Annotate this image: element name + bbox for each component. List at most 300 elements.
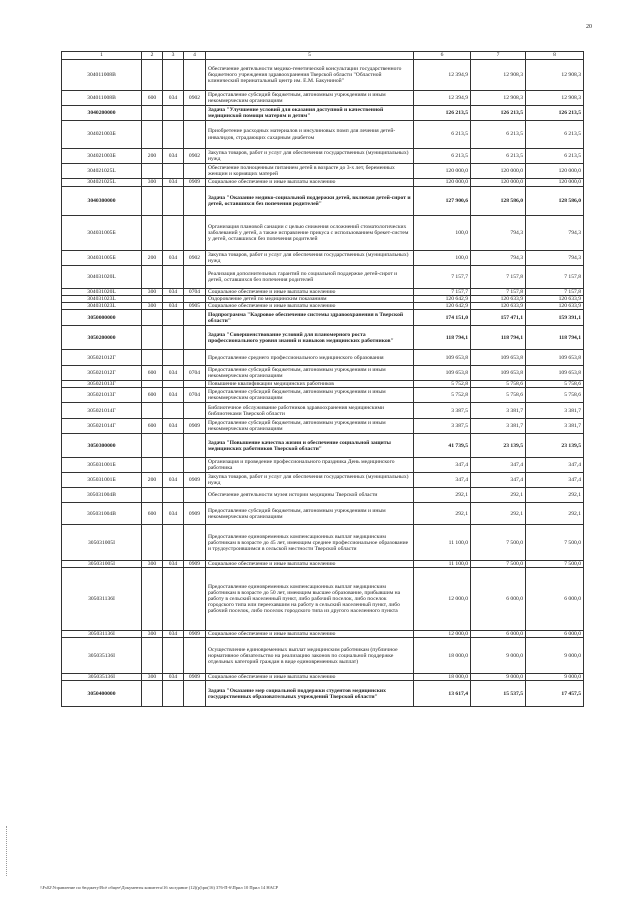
code-cell: 305031005I xyxy=(62,561,142,568)
rz-cell xyxy=(142,403,163,419)
value-cell: 6 000,0 xyxy=(471,631,526,638)
value-cell: 120 000,0 xyxy=(471,164,526,179)
column-header: 4 xyxy=(184,52,206,60)
code-cell: 304011008В xyxy=(62,60,142,91)
rz-cell: 600 xyxy=(142,388,163,403)
name-cell: Обеспечение деятельности медико-генетической консультации государственного бюджетного учреждения здравоохранения Тверской области "Областной клинический перинатальный центр им. Е.М. Бакуниной" xyxy=(206,60,414,91)
value-cell: 794,3 xyxy=(526,216,584,251)
code-cell: 304011008В xyxy=(62,91,142,106)
name-cell: Социальное обеспечение и иные выплаты населению xyxy=(206,303,414,310)
table-row xyxy=(62,381,584,388)
rz-cell: 200 xyxy=(142,251,163,266)
code-cell: 305031004В xyxy=(62,503,142,525)
vr-cell xyxy=(184,568,206,631)
value-cell: 118 794,1 xyxy=(414,326,471,350)
value-cell: 109 653,8 xyxy=(471,350,526,366)
table-row xyxy=(62,326,584,350)
vr-cell: 0909 xyxy=(184,179,206,187)
table-row xyxy=(62,251,584,266)
name-cell: Повышение квалификации медицинских работников xyxy=(206,381,414,388)
value-cell: 41 739,5 xyxy=(414,434,471,458)
code-cell: 305035136I xyxy=(62,638,142,674)
value-cell: 174 151,0 xyxy=(414,310,471,326)
name-cell: Организация плановой санации с целью снижения осложнений стоматологических заболеваний у детей, а также исправление прикуса с использованием брекет-систем у детей, оставшихся без попечения родителей xyxy=(206,216,414,251)
pr-cell: 034 xyxy=(163,179,184,187)
value-cell: 120 633,9 xyxy=(471,296,526,303)
table-row xyxy=(62,121,584,149)
value-cell: 120 633,9 xyxy=(471,303,526,310)
value-cell: 7 157,8 xyxy=(471,289,526,296)
table-row xyxy=(62,60,584,91)
rz-cell: 300 xyxy=(142,631,163,638)
vr-cell: 0905 xyxy=(184,303,206,310)
pr-cell: 034 xyxy=(163,366,184,381)
table-row xyxy=(62,289,584,296)
vr-cell xyxy=(184,296,206,303)
vr-cell: 0902 xyxy=(184,251,206,266)
value-cell: 6 000,0 xyxy=(526,568,584,631)
value-cell: 127 900,6 xyxy=(414,187,471,216)
value-cell: 5 752,8 xyxy=(414,381,471,388)
vr-cell xyxy=(184,681,206,707)
vr-cell xyxy=(184,326,206,350)
value-cell: 12 000,0 xyxy=(414,568,471,631)
code-cell: 3040300000 xyxy=(62,187,142,216)
pr-cell: 034 xyxy=(163,561,184,568)
vr-cell xyxy=(184,458,206,473)
code-cell: 305031136I xyxy=(62,631,142,638)
vr-cell xyxy=(184,381,206,388)
table-row xyxy=(62,681,584,707)
table-header-row xyxy=(62,52,584,60)
budget-table xyxy=(61,51,584,707)
code-cell: 304021025L xyxy=(62,179,142,187)
pr-cell: 034 xyxy=(163,419,184,434)
pr-cell xyxy=(163,403,184,419)
rz-cell xyxy=(142,326,163,350)
value-cell: 12 394,9 xyxy=(414,60,471,91)
value-cell: 794,3 xyxy=(471,251,526,266)
name-cell: Социальное обеспечение и иные выплаты населению xyxy=(206,674,414,681)
vr-cell xyxy=(184,488,206,503)
code-cell: 304021025L xyxy=(62,164,142,179)
name-cell: Предоставление субсидий бюджетным, автономным учреждениям и иным некоммерческим организациям xyxy=(206,91,414,106)
value-cell: 120 642,9 xyxy=(414,303,471,310)
code-cell: 305031001Б xyxy=(62,458,142,473)
table-row xyxy=(62,631,584,638)
value-cell: 6 000,0 xyxy=(471,568,526,631)
rz-cell: 600 xyxy=(142,503,163,525)
rz-cell xyxy=(142,381,163,388)
vr-cell xyxy=(184,216,206,251)
pr-cell xyxy=(163,568,184,631)
vr-cell xyxy=(184,525,206,561)
rz-cell: 600 xyxy=(142,419,163,434)
code-cell: 304021003Б xyxy=(62,149,142,164)
value-cell: 109 653,8 xyxy=(471,366,526,381)
vr-cell: 0704 xyxy=(184,366,206,381)
column-header: 7 xyxy=(471,52,526,60)
vr-cell: 0909 xyxy=(184,674,206,681)
table-row xyxy=(62,403,584,419)
value-cell: 7 500,0 xyxy=(526,561,584,568)
pr-cell xyxy=(163,60,184,91)
table-row xyxy=(62,674,584,681)
value-cell: 23 139,5 xyxy=(471,434,526,458)
value-cell: 6 213,5 xyxy=(414,121,471,149)
name-cell: Предоставление субсидий бюджетным, автономным учреждениям и иным некоммерческим организациям xyxy=(206,366,414,381)
table-row xyxy=(62,638,584,674)
code-cell: 3050000000 xyxy=(62,310,142,326)
value-cell: 100,0 xyxy=(414,216,471,251)
code-cell: 304031005Б xyxy=(62,216,142,251)
pr-cell: 034 xyxy=(163,91,184,106)
value-cell: 120 633,9 xyxy=(526,303,584,310)
code-cell: 304031023L xyxy=(62,303,142,310)
value-cell: 18 000,0 xyxy=(414,638,471,674)
table-row xyxy=(62,164,584,179)
column-header: 8 xyxy=(526,52,584,60)
rz-cell xyxy=(142,121,163,149)
rz-cell xyxy=(142,525,163,561)
value-cell: 120 642,9 xyxy=(414,296,471,303)
value-cell: 347,4 xyxy=(471,473,526,488)
table-row xyxy=(62,434,584,458)
value-cell: 126 213,5 xyxy=(471,106,526,121)
pr-cell: 034 xyxy=(163,251,184,266)
code-cell: 305021014Г xyxy=(62,403,142,419)
rz-cell: 300 xyxy=(142,674,163,681)
value-cell: 118 794,1 xyxy=(471,326,526,350)
vr-cell: 0909 xyxy=(184,419,206,434)
name-cell: Закупка товаров, работ и услуг для обеспечения государственных (муниципальных) нужд xyxy=(206,251,414,266)
vr-cell: 0909 xyxy=(184,473,206,488)
pr-cell xyxy=(163,216,184,251)
column-header: 3 xyxy=(163,52,184,60)
rz-cell xyxy=(142,164,163,179)
value-cell: 9 000,0 xyxy=(526,638,584,674)
table-row xyxy=(62,568,584,631)
name-cell: Организация и проведение профессионального праздника День медицинского работника xyxy=(206,458,414,473)
value-cell: 3 381,7 xyxy=(471,403,526,419)
vr-cell: 0909 xyxy=(184,631,206,638)
name-cell: Подпрограмма "Кадровое обеспечение системы здравоохранения в Тверской области" xyxy=(206,310,414,326)
value-cell: 11 100,0 xyxy=(414,561,471,568)
value-cell: 3 381,7 xyxy=(471,419,526,434)
vr-cell xyxy=(184,266,206,289)
rz-cell: 300 xyxy=(142,303,163,310)
value-cell: 109 653,8 xyxy=(414,350,471,366)
name-cell: Обеспечение полноценным питанием детей в возрасте до 3-х лет, беременных женщин и кормящих матерей xyxy=(206,164,414,179)
rz-cell xyxy=(142,187,163,216)
vr-cell: 0909 xyxy=(184,561,206,568)
value-cell: 120 633,9 xyxy=(526,296,584,303)
pr-cell: 034 xyxy=(163,631,184,638)
pr-cell xyxy=(163,350,184,366)
code-cell: 305021012Г xyxy=(62,366,142,381)
table-row xyxy=(62,91,584,106)
value-cell: 6 000,0 xyxy=(526,631,584,638)
name-cell: Закупка товаров, работ и услуг для обеспечения государственных (муниципальных) нужд xyxy=(206,149,414,164)
rz-cell xyxy=(142,434,163,458)
table-row xyxy=(62,525,584,561)
value-cell: 347,4 xyxy=(414,458,471,473)
vr-cell xyxy=(184,310,206,326)
rz-cell xyxy=(142,458,163,473)
rz-cell: 200 xyxy=(142,149,163,164)
vr-cell xyxy=(184,638,206,674)
value-cell: 120 000,0 xyxy=(526,179,584,187)
rz-cell: 600 xyxy=(142,366,163,381)
pr-cell: 034 xyxy=(163,388,184,403)
name-cell: Социальное обеспечение и иные выплаты населению xyxy=(206,179,414,187)
vr-cell: 0902 xyxy=(184,91,206,106)
pr-cell xyxy=(163,458,184,473)
rz-cell xyxy=(142,350,163,366)
code-cell: 305021013Г xyxy=(62,381,142,388)
value-cell: 9 000,0 xyxy=(471,674,526,681)
column-header: 5 xyxy=(206,52,414,60)
value-cell: 6 213,5 xyxy=(526,149,584,164)
value-cell: 109 653,8 xyxy=(526,366,584,381)
code-cell: 304031020L xyxy=(62,266,142,289)
pr-cell: 034 xyxy=(163,303,184,310)
vr-cell xyxy=(184,403,206,419)
value-cell: 12 908,3 xyxy=(471,60,526,91)
code-cell: 3050300000 xyxy=(62,434,142,458)
rz-cell xyxy=(142,296,163,303)
table-row xyxy=(62,503,584,525)
value-cell: 347,4 xyxy=(471,458,526,473)
vr-cell xyxy=(184,350,206,366)
name-cell: Реализация дополнительных гарантий по социальной поддержке детей-сирот и детей, оставшихся без попечения родителей xyxy=(206,266,414,289)
name-cell: Предоставление субсидий бюджетным, автономным учреждениям и иным некоммерческим организациям xyxy=(206,503,414,525)
code-cell: 3050200000 xyxy=(62,326,142,350)
value-cell: 5 752,8 xyxy=(414,388,471,403)
code-cell: 305021014Г xyxy=(62,419,142,434)
value-cell: 15 537,5 xyxy=(471,681,526,707)
rz-cell xyxy=(142,266,163,289)
code-cell: 304031020L xyxy=(62,289,142,296)
value-cell: 23 139,5 xyxy=(526,434,584,458)
name-cell: Социальное обеспечение и иные выплаты населению xyxy=(206,561,414,568)
value-cell: 6 213,5 xyxy=(471,149,526,164)
table-row xyxy=(62,488,584,503)
pr-cell xyxy=(163,681,184,707)
value-cell: 6 213,5 xyxy=(471,121,526,149)
value-cell: 794,3 xyxy=(526,251,584,266)
pr-cell xyxy=(163,638,184,674)
value-cell: 159 391,1 xyxy=(526,310,584,326)
value-cell: 7 157,8 xyxy=(471,266,526,289)
value-cell: 292,1 xyxy=(526,503,584,525)
table-row xyxy=(62,310,584,326)
rz-cell: 300 xyxy=(142,561,163,568)
vr-cell xyxy=(184,187,206,216)
value-cell: 12 908,3 xyxy=(471,91,526,106)
vr-cell xyxy=(184,434,206,458)
value-cell: 6 213,5 xyxy=(414,149,471,164)
value-cell: 347,4 xyxy=(526,458,584,473)
code-cell: 305031004В xyxy=(62,488,142,503)
table-row xyxy=(62,266,584,289)
value-cell: 7 157,8 xyxy=(526,266,584,289)
value-cell: 292,1 xyxy=(471,503,526,525)
code-cell: 305021013Г xyxy=(62,388,142,403)
value-cell: 292,1 xyxy=(414,503,471,525)
value-cell: 347,4 xyxy=(414,473,471,488)
name-cell: Предоставление единовременных компенсационных выплат медицинским работникам в возрасте до 45 лет, имеющим среднее профессиональное образование и трудоустроившимся в сельской местности Тверской области xyxy=(206,525,414,561)
value-cell: 11 100,0 xyxy=(414,525,471,561)
table-row xyxy=(62,350,584,366)
rz-cell xyxy=(142,568,163,631)
value-cell: 100,0 xyxy=(414,251,471,266)
vr-cell: 0704 xyxy=(184,388,206,403)
name-cell: Оздоровление детей по медицинским показаниям xyxy=(206,296,414,303)
value-cell: 120 000,0 xyxy=(414,179,471,187)
value-cell: 12 908,3 xyxy=(526,60,584,91)
code-cell: 305035136I xyxy=(62,674,142,681)
code-cell: 3040200000 xyxy=(62,106,142,121)
vr-cell xyxy=(184,106,206,121)
table-row xyxy=(62,473,584,488)
value-cell: 347,4 xyxy=(526,473,584,488)
vr-cell: 0909 xyxy=(184,503,206,525)
name-cell: Обеспечение деятельности музея истории медицины Тверской области xyxy=(206,488,414,503)
value-cell: 3 387,5 xyxy=(414,419,471,434)
code-cell: 305031001Б xyxy=(62,473,142,488)
value-cell: 9 000,0 xyxy=(526,674,584,681)
value-cell: 18 000,0 xyxy=(414,674,471,681)
footer-file-path: \\Fs02\Управление по бюджету\Всё общее\Документы комитета\16 заседание (12)(р)\рп(16) 376-П-6\Прил 10 Прил 14 НАСР xyxy=(40,885,279,890)
page-number: 20 xyxy=(586,24,592,30)
pr-cell xyxy=(163,121,184,149)
value-cell: 12 908,3 xyxy=(526,91,584,106)
value-cell: 3 387,5 xyxy=(414,403,471,419)
name-cell: Предоставление среднего профессионального медицинского образования xyxy=(206,350,414,366)
table-row xyxy=(62,216,584,251)
pr-cell xyxy=(163,434,184,458)
margin-marks xyxy=(6,826,8,876)
pr-cell: 034 xyxy=(163,674,184,681)
value-cell: 126 213,5 xyxy=(526,106,584,121)
code-cell: 305021012Г xyxy=(62,350,142,366)
name-cell: Задача "Оказание медико-социальной поддержки детей, включая детей-сирот и детей, оставшихся без попечения родителей" xyxy=(206,187,414,216)
name-cell: Задача "Повышение качества жизни и обеспечение социальной защиты медицинских работников Тверской области" xyxy=(206,434,414,458)
code-cell: 304031005Б xyxy=(62,251,142,266)
vr-cell: 0704 xyxy=(184,289,206,296)
vr-cell: 0902 xyxy=(184,149,206,164)
value-cell: 7 157,7 xyxy=(414,289,471,296)
value-cell: 120 000,0 xyxy=(414,164,471,179)
value-cell: 126 213,5 xyxy=(414,106,471,121)
pr-cell xyxy=(163,296,184,303)
pr-cell xyxy=(163,106,184,121)
value-cell: 120 000,0 xyxy=(526,164,584,179)
rz-cell: 300 xyxy=(142,179,163,187)
code-cell: 304021003Б xyxy=(62,121,142,149)
pr-cell xyxy=(163,266,184,289)
pr-cell xyxy=(163,381,184,388)
pr-cell xyxy=(163,488,184,503)
code-cell: 305031136I xyxy=(62,568,142,631)
rz-cell xyxy=(142,216,163,251)
value-cell: 292,1 xyxy=(471,488,526,503)
rz-cell xyxy=(142,106,163,121)
name-cell: Задача "Совершенствование условий для планомерного роста профессионального уровня знаний и навыков медицинских работников" xyxy=(206,326,414,350)
value-cell: 5 758,6 xyxy=(526,388,584,403)
rz-cell xyxy=(142,488,163,503)
rz-cell xyxy=(142,638,163,674)
name-cell: Социальное обеспечение и иные выплаты населению xyxy=(206,289,414,296)
pr-cell xyxy=(163,187,184,216)
name-cell: Осуществление единовременных выплат медицинским работникам (публичное нормативное обязательство на реализацию законов по социальной поддержке отдельных категорий граждан в виде единовременных выплат) xyxy=(206,638,414,674)
table-row xyxy=(62,388,584,403)
pr-cell: 034 xyxy=(163,149,184,164)
value-cell: 9 000,0 xyxy=(471,638,526,674)
value-cell: 7 500,0 xyxy=(526,525,584,561)
table-row xyxy=(62,179,584,187)
value-cell: 128 586,0 xyxy=(471,187,526,216)
table-row xyxy=(62,149,584,164)
pr-cell: 034 xyxy=(163,503,184,525)
value-cell: 128 586,0 xyxy=(526,187,584,216)
name-cell: Задача "Улучшение условий для оказания доступной и качественной медицинской помощи матерям и детям" xyxy=(206,106,414,121)
column-header: 6 xyxy=(414,52,471,60)
value-cell: 6 213,5 xyxy=(526,121,584,149)
rz-cell xyxy=(142,681,163,707)
pr-cell xyxy=(163,525,184,561)
value-cell: 7 157,8 xyxy=(526,289,584,296)
code-cell: 3050400000 xyxy=(62,681,142,707)
vr-cell xyxy=(184,60,206,91)
value-cell: 292,1 xyxy=(526,488,584,503)
name-cell: Задача "Оказание мер социальной поддержки студентов медицинских государственных образовательных учреждений Тверской области" xyxy=(206,681,414,707)
value-cell: 7 500,0 xyxy=(471,525,526,561)
value-cell: 109 653,8 xyxy=(526,350,584,366)
table-row xyxy=(62,187,584,216)
table-row xyxy=(62,106,584,121)
value-cell: 3 381,7 xyxy=(526,403,584,419)
value-cell: 292,1 xyxy=(414,488,471,503)
value-cell: 13 617,4 xyxy=(414,681,471,707)
table-row xyxy=(62,458,584,473)
pr-cell xyxy=(163,326,184,350)
table-row xyxy=(62,561,584,568)
name-cell: Социальное обеспечение и иные выплаты населению xyxy=(206,631,414,638)
rz-cell xyxy=(142,310,163,326)
rz-cell: 200 xyxy=(142,473,163,488)
table-row xyxy=(62,296,584,303)
vr-cell xyxy=(184,121,206,149)
rz-cell xyxy=(142,60,163,91)
value-cell: 794,3 xyxy=(471,216,526,251)
value-cell: 118 794,1 xyxy=(526,326,584,350)
value-cell: 3 381,7 xyxy=(526,419,584,434)
value-cell: 17 457,5 xyxy=(526,681,584,707)
name-cell: Библиотечное обслуживание работников здравоохранения медицинскими библиотеками Тверской области xyxy=(206,403,414,419)
name-cell: Закупка товаров, работ и услуг для обеспечения государственных (муниципальных) нужд xyxy=(206,473,414,488)
value-cell: 157 471,1 xyxy=(471,310,526,326)
table-row xyxy=(62,366,584,381)
name-cell: Предоставление субсидий бюджетным, автономным учреждениям и иным некоммерческим организациям xyxy=(206,388,414,403)
table-row xyxy=(62,419,584,434)
value-cell: 5 758,6 xyxy=(471,388,526,403)
pr-cell: 034 xyxy=(163,473,184,488)
value-cell: 12 394,9 xyxy=(414,91,471,106)
name-cell: Предоставление единовременных компенсационных выплат медицинским работникам в возрасте до 50 лет, имеющим высшее образование, прибывшим на работу в сельский населенный пункт, либо рабочий поселок, либо поселок городского типа или переехавшим на работу в сельский населенный пункт, либо рабочий поселок, либо поселок городского типа из другого населенного пункта xyxy=(206,568,414,631)
name-cell: Приобретение расходных материалов и инсулиновых помп для лечения детей-инвалидов, страдающих сахарным диабетом xyxy=(206,121,414,149)
